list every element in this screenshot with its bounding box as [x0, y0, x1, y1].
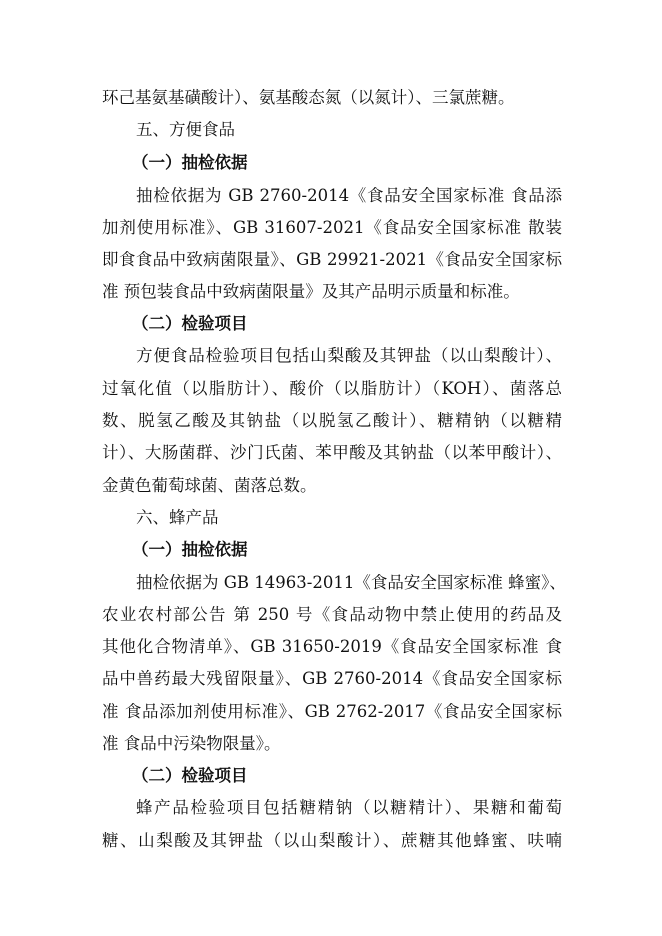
paragraph-line: 加剂使用标准》、GB 31607-2021《食品安全国家标准 散装 [102, 218, 562, 237]
subheading-test-items: （二）检验项目 [132, 314, 248, 333]
section-heading-convenience-food: 五、方便食品 [136, 120, 235, 139]
paragraph-line: 准 食品中污染物限量》。 [102, 734, 281, 753]
section-heading-bee-products: 六、蜂产品 [136, 508, 219, 527]
paragraph-line: 过氧化值（以脂肪计）、酸价（以脂肪计）（KOH）、菌落总 [102, 379, 562, 398]
subheading-test-items: （二）检验项目 [132, 766, 248, 785]
subheading-sampling-basis: （一）抽检依据 [132, 540, 248, 559]
paragraph-line: 数、脱氢乙酸及其钠盐（以脱氢乙酸计）、糖精钠（以糖精 [102, 411, 562, 430]
paragraph-line: 计）、大肠菌群、沙门氏菌、苯甲酸及其钠盐（以苯甲酸计）、 [102, 443, 562, 462]
paragraph-line: 准 预包装食品中致病菌限量》及其产品明示质量和标准。 [102, 282, 520, 301]
subheading-sampling-basis: （一）抽检依据 [132, 153, 248, 172]
paragraph-line: 即食食品中致病菌限量》、GB 29921-2021《食品安全国家标 [102, 250, 562, 269]
continuation-line: 环己基氨基磺酸计）、氨基酸态氮（以氮计）、三氯蔗糖。 [102, 88, 515, 107]
paragraph-line: 蜂产品检验项目包括糖精钠（以糖精计）、果糖和葡萄 [136, 798, 562, 817]
paragraph-line: 品中兽药最大残留限量》、GB 2760-2014《食品安全国家标 [102, 669, 562, 688]
paragraph-line: 金黄色葡萄球菌、菌落总数。 [102, 476, 317, 495]
paragraph-line: 准 食品添加剂使用标准》、GB 2762-2017《食品安全国家标 [102, 702, 562, 721]
paragraph-line: 农业农村部公告 第 250 号《食品动物中禁止使用的药品及 [102, 605, 562, 624]
paragraph-line: 其他化合物清单》、GB 31650-2019《食品安全国家标准 食 [102, 637, 562, 656]
paragraph-line: 方便食品检验项目包括山梨酸及其钾盐（以山梨酸计）、 [136, 346, 562, 365]
paragraph-line: 抽检依据为 GB 2760-2014《食品安全国家标准 食品添 [136, 186, 562, 205]
paragraph-line: 抽检依据为 GB 14963-2011《食品安全国家标准 蜂蜜》、 [136, 573, 566, 592]
paragraph-line: 糖、山梨酸及其钾盐（以山梨酸计）、蔗糖其他蜂蜜、呋喃 [102, 831, 562, 850]
